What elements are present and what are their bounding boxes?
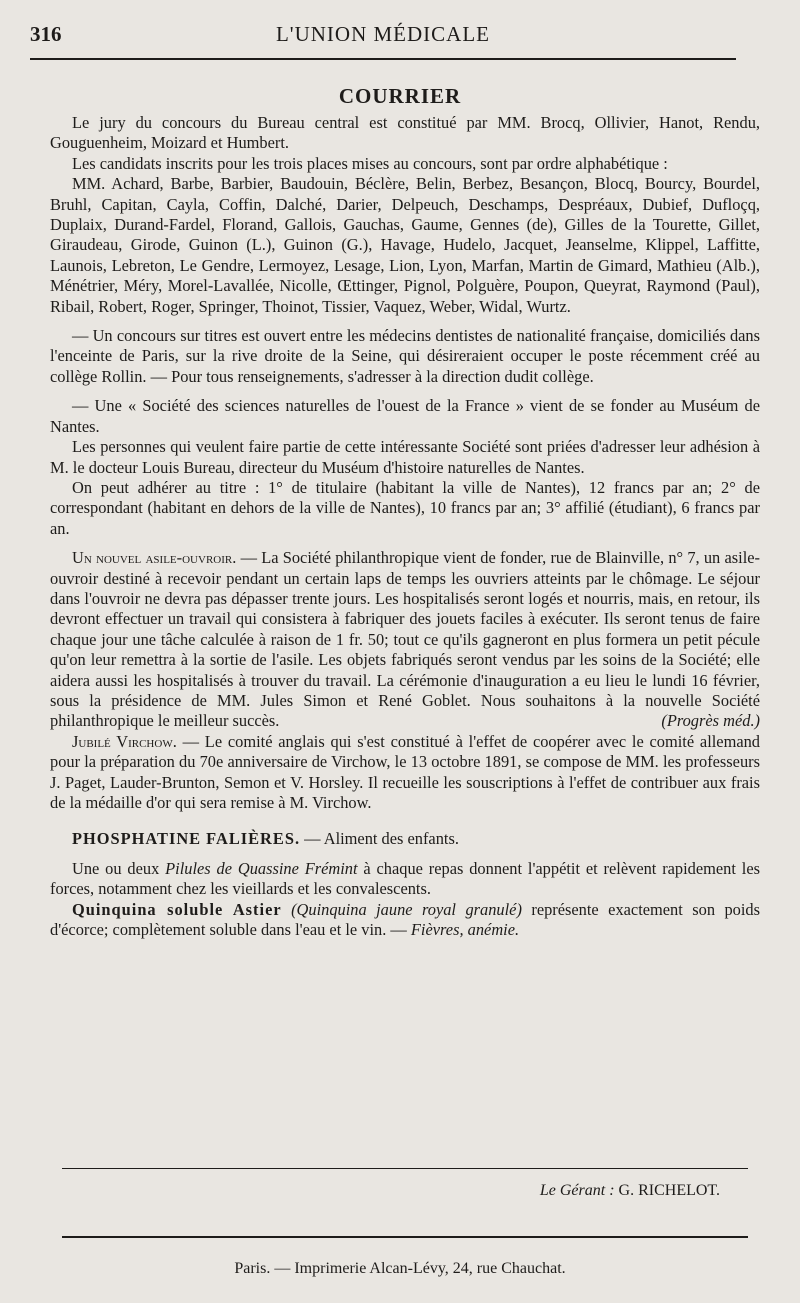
- page-number: 316: [30, 22, 62, 46]
- journal-title: L'UNION MÉDICALE: [275, 22, 490, 46]
- article-body: [50, 113, 760, 940]
- printer-imprint: Paris. — Imprimerie Alcan-Lévy, 24, rue Chauchat.: [234, 1260, 566, 1277]
- quinquina-name: Quinquina soluble Astier: [72, 899, 282, 919]
- quinquina-text: représente exactement son poids d'écorce; complètement soluble dans l'eau et le vin. —: [50, 899, 761, 940]
- section-title: COURRIER: [338, 84, 462, 108]
- manager-signature: [540, 1182, 720, 1200]
- jubile-text: — Le comité anglais qui s'est constitué à l'effet de coopérer avec le comité allemand pour la préparation du 70e anniversaire de Virchow, le 13 octobre 1891, se compose de MM. les professeurs J. Paget, Lauder-Brunton, Semon et V. Horsley. Il recueille les souscriptions à l'effet de contribuer aux frais de la médaille d'or qui sera remise à M. Virchow.: [50, 731, 760, 812]
- phosphatine-name: PHOSPHATINE FALIÈRES.: [72, 829, 301, 849]
- manager-name: G. RICHELOT.: [614, 1182, 720, 1199]
- pilules-intro: Une ou deux: [72, 858, 166, 878]
- pilules-product: Pilules de Quassine Frémint: [165, 858, 358, 878]
- quinquina-paren: (Quinquina jaune royal granulé): [281, 899, 522, 919]
- paragraph-society-membership: Les personnes qui veulent faire partie de cette intéressante Société sont priées d'adresser leur adhésion à M. le docteur Louis Bureau, directeur du Muséum d'histoire naturelles de Nantes.: [50, 437, 760, 477]
- paragraph-candidates-intro: Les candidats inscrits pour les trois places mises au concours, sont par ordre alphabétique :: [72, 153, 668, 173]
- asile-ouvroir-text: — La Société philanthropique vient de fonder, rue de Blainville, n° 7, un asile-ouvroir destiné à recevoir pendant un certain laps de temps les ouvriers atteints par le chômage. Le séjour dans l'ouvroir ne devra pas dépasser trente jours. Les hospitalisés seront logés et nourris, mais, en retour, ils devront effectuer un travail qui consistera à fabriquer des jouets faciles à exécuter. Ils seront tenus de faire chaque jour une tâche calculée à raison de 1 fr. 50; tout ce qu'ils gagneront en plus formera un petit pécule qu'on leur remettra à la sortie de l'asile. Les objets fabriqués seront vendus par les soins de la Société; elle aidera aussi les hospitalisés à trouver du travail. La cérémonie d'inauguration a eu lieu le lundi 16 février, sous la présidence de MM. Jules Simon et René Goblet. Nous souhaitons à la nouvelle Société philanthropique le meilleur succès.: [50, 548, 760, 731]
- source-citation: (Progrès méd.): [661, 711, 760, 731]
- paragraph-jury: Le jury du concours du Bureau central est constitué par MM. Brocq, Ollivier, Hanot, Rendu, Gouguenheim, Moizard et Humbert.: [50, 113, 760, 153]
- printer-rule: [62, 1236, 748, 1238]
- paragraph-society-fees: On peut adhérer au titre : 1° de titulaire (habitant la ville de Nantes), 12 francs par an; 2° de correspondant (habitant en dehors de la ville de Nantes), 10 francs par an; 3° affilié (étudiant), 6 francs par an.: [50, 477, 760, 538]
- header-rule: [30, 58, 736, 60]
- paragraph-society-founded: — Une « Société des sciences naturelles de l'ouest de la France » vient de se fonder au Muséum de Nantes.: [50, 396, 760, 436]
- paragraph-asile-ouvroir: [50, 548, 760, 732]
- advert-phosphatine: [50, 829, 760, 849]
- manager-label: Le Gérant :: [539, 1182, 615, 1199]
- paragraph-candidates-list: MM. Achard, Barbe, Barbier, Baudouin, Béclère, Belin, Berbez, Besançon, Blocq, Bourcy, Bourdel, Bruhl, Capitan, Cayla, Coffin, Dalché, Darier, Delpeuch, Deschamps, Despréaux, Dubief, Dufloçq, Duplaix, Durand-Fardel, Florand, Gallois, Gauchas, Gaume, Gennes (de), Gilles de la Tourette, Gillet, Giraudeau, Girode, Guinon (L.), Guinon (G.), Havage, Hudelo, Jacquet, Jeanselme, Klippel, Laffitte, Launois, Lebreton, Le Gendre, Lermoyez, Lesage, Lion, Lyon, Marfan, Martin de Gimard, Mathieu (Alb.), Ménétrier, Méry, Morel-Lavallée, Nicolle, Œttinger, Pignol, Polguère, Poupon, Queyrat, Raymond (Paul), Ribail, Robert, Roger, Springer, Thoinot, Tissier, Vaquez, Weber, Widal, Wurtz.: [50, 174, 760, 316]
- paragraph-dentist-contest: — Un concours sur titres est ouvert entre les médecins dentistes de nationalité française, domiciliés dans l'enceinte de Paris, sur la rive droite de la Seine, qui désireraient occuper le poste récemment créé au collège Rollin. — Pour tous renseignements, s'adresser à la direction dudit collège.: [50, 326, 760, 386]
- footer-rule: [62, 1168, 748, 1169]
- jubile-heading: Jubilé Virchow.: [72, 731, 177, 751]
- phosphatine-text: — Aliment des enfants.: [300, 829, 459, 849]
- paragraph-jubile-virchow: [50, 732, 760, 814]
- running-header: [30, 18, 736, 50]
- advert-pilules: [50, 859, 760, 900]
- advert-quinquina: [50, 900, 760, 941]
- asile-ouvroir-heading: Un nouvel asile-ouvroir.: [72, 548, 237, 568]
- pilules-text: à chaque repas donnent l'appétit et relèvent rapidement les forces, notamment chez les vieillards et les convalescents.: [50, 858, 760, 899]
- quinquina-tail: Fièvres, anémie.: [410, 920, 520, 940]
